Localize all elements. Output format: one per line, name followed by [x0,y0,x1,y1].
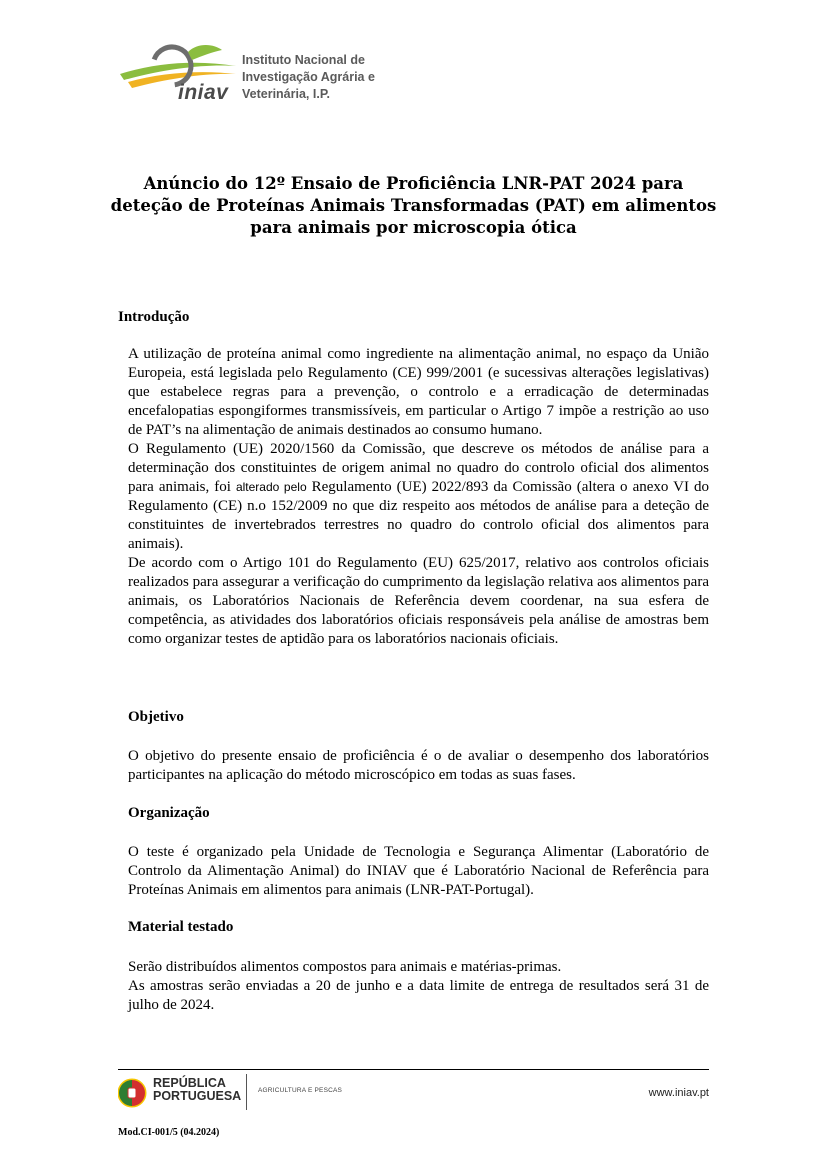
material-body [128,958,709,1015]
republica-portuguesa-text [153,1077,241,1103]
intro-paragraph-1: A utilização de proteína animal como ingrediente na alimentação animal, no espaço da União Europeia, está legislada pelo Regulamento (CE) 999/2001 (e sucessivas alterações legislativas) que estabelece regras para a prevenção, o controlo e a erradicação de determinadas encefalopatias espongiformes transmissíveis, em particular o Artigo 7 impõe a restrição ao uso de PAT’s na alimentação de animais destinados ao consumo humano. [128,346,709,438]
intro-paragraph-3: De acordo com o Artigo 101 do Regulamento (EU) 625/2017, relativo aos controlos oficiais realizados para assegurar a verificação do cumprimento da legislação relativa aos alimentos para animais, os Laboratórios Nacionais de Referência devem coordenar, na sua esfera de competência, as atividades dos laboratórios oficiais responsáveis pela análise de amostras bem como organizar testes de aptidão para os laboratórios nacionais oficiais. [128,555,709,647]
republica-line2: PORTUGUESA [153,1089,242,1103]
objective-paragraph: O objetivo do presente ensaio de proficiência é o de avaliar o desempenho dos laboratórios participantes na aplicação do método microscópico em todas as suas fases. [128,748,709,783]
republica-line1: REPÚBLICA [153,1076,226,1090]
intro-body [128,345,709,649]
organization-paragraph: O teste é organizado pela Unidade de Tecnologia e Segurança Alimentar (Laboratório de Controlo da Alimentação Animal) do INIAV que é Laboratório Nacional de Referência para Proteínas Animais em alimentos para animais (LNR-PAT-Portugal). [128,844,709,898]
title-line3: para animais por microscopia ótica [250,218,577,237]
org-name-line1: Instituto Nacional de [242,53,365,67]
logo-wordmark: iniav [178,81,229,104]
heading-material-testado: Material testado [128,919,234,935]
heading-introducao: Introdução [118,309,190,325]
material-line-2: As amostras serão enviadas a 20 de junho e a data limite de entrega de resultados será 31 de julho de 2024. [128,978,709,1013]
heading-organizacao: Organização [128,805,210,821]
ministry-label: AGRICULTURA E PESCAS [258,1087,343,1094]
flag-emblem-shield [128,1088,136,1098]
org-name [242,52,375,103]
intro-paragraph-2 [128,440,709,554]
logo-leaf [188,45,222,60]
document-title [100,173,727,239]
title-line2: deteção de Proteínas Animais Transformadas (PAT) em alimentos [110,196,717,215]
footer-logo-separator [246,1074,247,1110]
intro-paragraph-2-part-c: Regulamento (UE) 2022/893 da Comissão (altera o anexo VI do Regulamento (CE) n.o 152/2009 no que diz respeito aos métodos de análise para a deteção de constituintes de invertebrados terrestres no quadro do controlo oficial dos alimentos para animais). [128,479,709,552]
org-name-line3: Veterinária, I.P. [242,87,331,101]
organization-body [128,843,709,900]
title-line1: Anúncio do 12º Ensaio de Proficiência LNR-PAT 2024 para [143,174,684,193]
objective-body [128,747,709,785]
intro-paragraph-2-part-b: alterado pelo [235,480,307,494]
org-name-line2: Investigação Agrária e [242,70,375,84]
heading-objetivo: Objetivo [128,709,184,725]
website-link[interactable]: www.iniav.pt [648,1087,709,1099]
model-reference: Mod.CI-001/5 (04.2024) [118,1127,220,1138]
footer-divider [118,1069,709,1070]
intro-paragraph-2-part-a: O Regulamento (UE) 2020/1560 da Comissão, que descreve os métodos de análise para a determinação dos constituintes de origem animal no quadro do controlo oficial dos alimentos para animais, foi [128,441,709,495]
material-line-1: Serão distribuídos alimentos compostos para animais e matérias-primas. [128,959,562,975]
